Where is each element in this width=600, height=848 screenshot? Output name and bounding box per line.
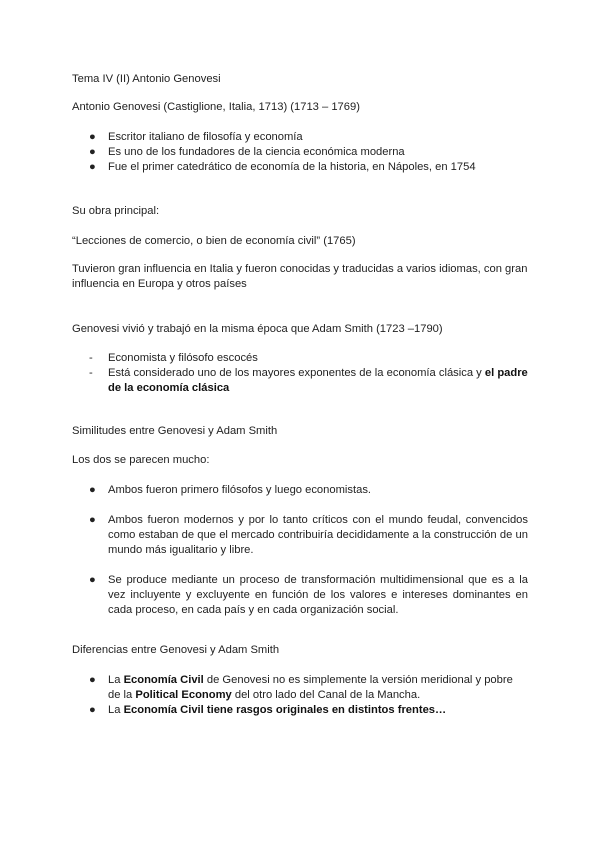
bullet-marker: ●	[89, 514, 96, 526]
list-item: - Economista y filósofo escocés	[89, 352, 258, 364]
obra-title: “Lecciones de comercio, o bien de economía civil” (1765)	[72, 235, 356, 247]
bullet-marker: ●	[89, 674, 96, 686]
similitudes-heading: Similitudes entre Genovesi y Adam Smith	[72, 425, 278, 437]
list-item: ● La Economía Civil tiene rasgos originales en distintos frentes…	[89, 704, 447, 716]
bullet-marker: ●	[89, 161, 96, 173]
list-item: - Está considerado uno de los mayores exponentes de la economía clásica y el padre de la economía clásica	[89, 367, 528, 394]
diferencias-list	[72, 673, 528, 718]
bullet-marker: ●	[89, 146, 96, 158]
dash-marker: -	[89, 367, 93, 379]
list-item: ● Fue el primer catedrático de economía de la historia, en Nápoles, en 1754	[89, 161, 476, 173]
bold-phrase: Political Economy	[135, 689, 232, 701]
dash-marker: -	[89, 352, 93, 364]
bullet-marker: ●	[89, 484, 96, 496]
bold-phrase: el padre de la economía clásica	[108, 367, 528, 394]
intro-list	[72, 130, 528, 175]
smith-intro: Genovesi vivió y trabajó en la misma época que Adam Smith (1723 –1790)	[72, 323, 443, 335]
bullet-marker: ●	[89, 131, 96, 143]
list-item: ● Escritor italiano de filosofía y economía	[89, 131, 303, 143]
obra-influence: Tuvieron gran influencia en Italia y fueron conocidas y traducidas a varios idiomas, con gran influencia en Europa y otros países	[72, 263, 528, 290]
similitudes-list	[72, 483, 528, 618]
list-item: ● La Economía Civil de Genovesi no es simplemente la versión meridional y pobre de la Political Economy del otro lado del Canal de la Mancha.	[89, 674, 513, 701]
bullet-marker: ●	[89, 574, 96, 586]
diferencias-heading: Diferencias entre Genovesi y Adam Smith	[72, 644, 280, 656]
list-item: ● Ambos fueron modernos y por lo tanto críticos con el mundo feudal, convencidos como estaban de que el mercado contribuiría decididamente a la construcción de un mundo más igualitario y libre.	[89, 514, 528, 556]
subtitle: Antonio Genovesi (Castiglione, Italia, 1713) (1713 – 1769)	[72, 101, 360, 113]
list-item: ● Es uno de los fundadores de la ciencia económica moderna	[89, 146, 405, 158]
smith-list	[72, 351, 528, 396]
page-title: Tema IV (II) Antonio Genovesi	[72, 73, 221, 85]
bold-phrase: Economía Civil tiene rasgos originales en distintos frentes…	[123, 704, 447, 716]
list-item: ● Ambos fueron primero filósofos y luego economistas.	[89, 484, 372, 496]
bold-phrase: Economía Civil	[123, 674, 204, 686]
bullet-marker: ●	[89, 704, 96, 716]
list-item: ● Se produce mediante un proceso de transformación multidimensional que es a la vez incluyente y excluyente en función de los valores e intereses dominantes en cada proceso, en cada país y en cada organización social.	[89, 574, 528, 616]
obra-heading: Su obra principal:	[72, 205, 160, 217]
similitudes-intro: Los dos se parecen mucho:	[72, 454, 210, 466]
